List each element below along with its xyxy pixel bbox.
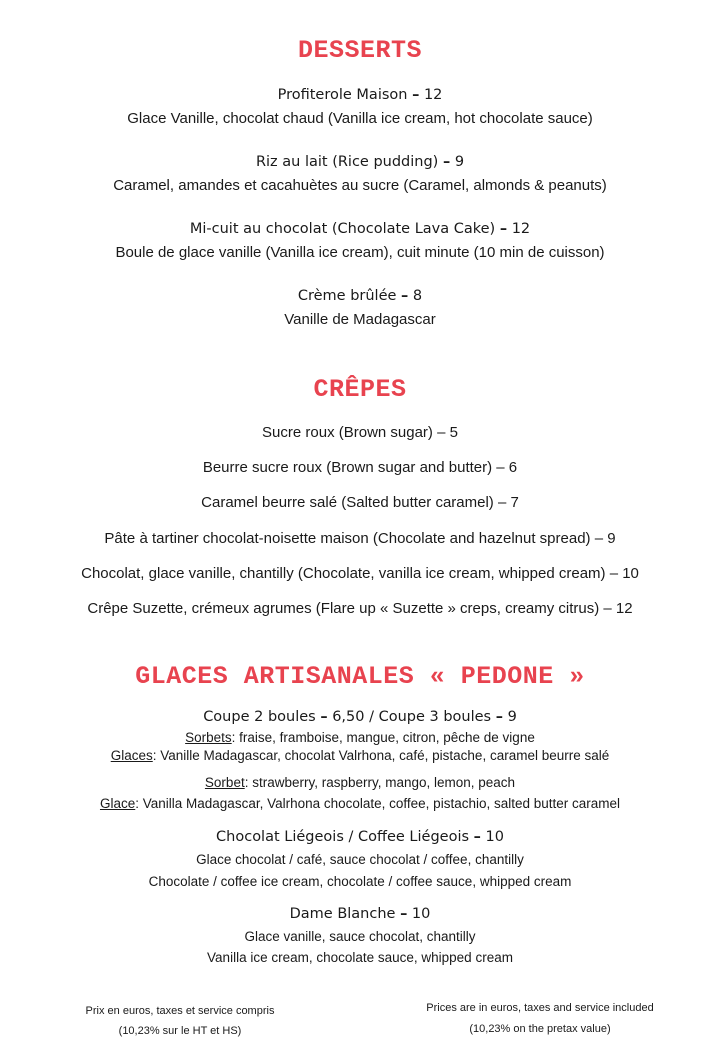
footer-note-fr bbox=[60, 1001, 300, 1041]
liegeois-desc-en: Chocolate / coffee ice cream, chocolate / coffee sauce, whipped cream bbox=[148, 874, 572, 889]
dessert-item-name: Crème brûlée – 8 bbox=[297, 288, 423, 304]
desserts-heading: DESSERTS bbox=[297, 36, 423, 65]
liegeois-name: Chocolat Liégeois / Coffee Liégeois – 10 bbox=[216, 829, 504, 845]
dessert-item-desc: Caramel, amandes et cacahuètes au sucre (Caramel, almonds & peanuts) bbox=[113, 177, 607, 194]
dame-blanche-name: Dame Blanche – 10 bbox=[289, 906, 431, 922]
crepe-item: Caramel beurre salé (Salted butter caramel) – 7 bbox=[201, 494, 519, 511]
dessert-item-desc: Boule de glace vanille (Vanilla ice cream), cuit minute (10 min de cuisson) bbox=[115, 244, 605, 261]
footer-fr-line1: Prix en euros, taxes et service compris bbox=[85, 1005, 275, 1017]
crepe-item: Beurre sucre roux (Brown sugar and butter) – 6 bbox=[202, 459, 518, 476]
crepes-heading: CRÊPES bbox=[313, 375, 407, 404]
footer-en-line1: Prices are in euros, taxes and service included bbox=[426, 1002, 654, 1014]
dame-blanche-desc-fr: Glace vanille, sauce chocolat, chantilly bbox=[244, 929, 476, 944]
dessert-item-desc: Vanille de Madagascar bbox=[284, 311, 436, 328]
footer-en-line2: (10,23% on the pretax value) bbox=[469, 1023, 611, 1035]
crepe-item: Crêpe Suzette, crémeux agrumes (Flare up « Suzette » creps, creamy citrus) – 12 bbox=[87, 600, 633, 617]
sorbets-fr-line: Sorbets: fraise, framboise, mangue, citron, pêche de vigne bbox=[185, 730, 535, 745]
footer-fr-line2: (10,23% sur le HT et HS) bbox=[118, 1025, 242, 1037]
crepe-item: Chocolat, glace vanille, chantilly (Chocolate, vanilla ice cream, whipped cream) – 10 bbox=[81, 565, 639, 582]
sorbet-en-line: Sorbet: strawberry, raspberry, mango, lemon, peach bbox=[204, 775, 516, 790]
crepe-item: Sucre roux (Brown sugar) – 5 bbox=[262, 424, 458, 441]
footer-note-en bbox=[400, 998, 680, 1039]
dessert-item-name: Riz au lait (Rice pudding) – 9 bbox=[255, 154, 465, 170]
glaces-heading: GLACES ARTISANALES « PEDONE » bbox=[135, 662, 585, 691]
glace-en-line: Glace: Vanilla Madagascar, Valrhona chocolate, coffee, pistachio, salted butter caramel bbox=[99, 796, 621, 811]
liegeois-desc-fr: Glace chocolat / café, sauce chocolat / coffee, chantilly bbox=[196, 852, 524, 867]
dessert-item-name: Profiterole Maison – 12 bbox=[277, 87, 443, 103]
dessert-item-desc: Glace Vanille, chocolat chaud (Vanilla ice cream, hot chocolate sauce) bbox=[127, 110, 593, 127]
crepe-item: Pâte à tartiner chocolat-noisette maison (Chocolate and hazelnut spread) – 9 bbox=[104, 530, 616, 547]
coupe-line: Coupe 2 boules – 6,50 / Coupe 3 boules – 9 bbox=[203, 709, 517, 725]
glaces-fr-line: Glaces: Vanille Madagascar, chocolat Valrhona, café, pistache, caramel beurre salé bbox=[110, 748, 610, 763]
dame-blanche-desc-en: Vanilla ice cream, chocolate sauce, whipped cream bbox=[207, 950, 513, 965]
dessert-item-name: Mi-cuit au chocolat (Chocolate Lava Cake) – 12 bbox=[189, 221, 531, 237]
